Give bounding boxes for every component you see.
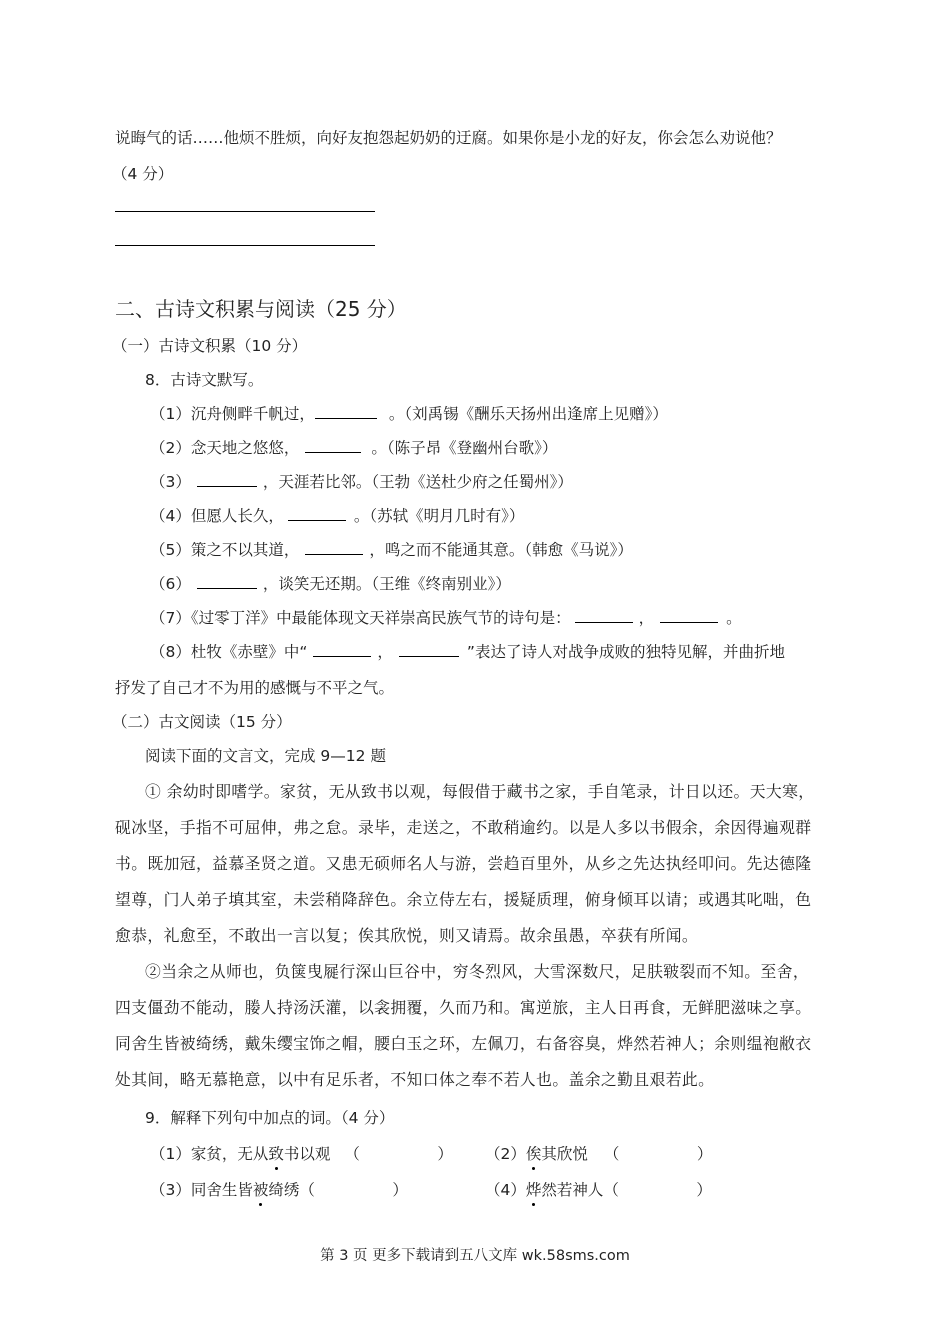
- dotted-char: 被: [252, 1181, 269, 1199]
- q8-item-4: （4）但愿人长久， 。（苏轼《明月几时有》）: [150, 507, 525, 525]
- q8-item-7: （7）《过零丁洋》中最能体现文天祥崇高民族气节的诗句是： ， 。: [150, 609, 742, 627]
- answer-line-2[interactable]: [115, 245, 375, 246]
- q8-item-8: （8）杜牧《赤壁》中“ ， ”表达了诗人对战争成败的独特见解，并曲折地: [150, 643, 785, 661]
- blank-8b[interactable]: [399, 642, 459, 657]
- blank-7b[interactable]: [660, 608, 718, 623]
- blank-7a[interactable]: [575, 608, 633, 623]
- subsection-title-2: （二）古文阅读（15 分）: [112, 713, 292, 731]
- passage-p2-line-3: 同舍生皆被绮绣，戴朱缨宝饰之帽，腰白玉之环，左佩刀，右备容臭，烨然若神人；余则缊袍敝衣: [115, 1034, 812, 1053]
- answer-paren-1[interactable]: （ ）: [344, 1145, 453, 1163]
- dotted-char: 烨: [525, 1181, 542, 1199]
- q9-item-4: （4）烨然若神人（ ）: [485, 1181, 712, 1199]
- q8-item-6: （6） ，谈笑无还期。（王维《终南别业》）: [150, 575, 511, 593]
- q8-item-8-cont: 抒发了自己才不为用的感慨与不平之气。: [115, 679, 395, 697]
- answer-line-1[interactable]: [115, 211, 375, 212]
- question-9-title: 9．解释下列句中加点的词。（4 分）: [145, 1109, 395, 1127]
- blank-1[interactable]: [315, 404, 377, 419]
- answer-paren-3[interactable]: （ ）: [299, 1181, 408, 1199]
- q8-item-3: （3） ，天涯若比邻。（王勃《送杜少府之任蜀州》）: [150, 473, 573, 491]
- passage-p1-line-4: 望尊，门人弟子填其室，未尝稍降辞色。余立侍左右，援疑质理，俯身倾耳以请；或遇其叱咄，色: [115, 890, 812, 909]
- q8-item-5: （5）策之不以其道， ，鸣之而不能通其意。（韩愈《马说》）: [150, 541, 633, 559]
- q9-item-2: （2）俟其欣悦 （ ）: [485, 1145, 713, 1163]
- q9-item-1: （1）家贫，无从致书以观 （ ）: [150, 1145, 453, 1163]
- q9-item-3: （3）同舍生皆被绮绣（ ）: [150, 1181, 408, 1199]
- answer-paren-4[interactable]: （ ）: [603, 1181, 712, 1199]
- dotted-char: 俟: [525, 1145, 542, 1163]
- reading-instruction: 阅读下面的文言文，完成 9—12 题: [145, 747, 386, 765]
- blank-5[interactable]: [305, 540, 363, 555]
- passage-p2-line-2: 四支僵劲不能动，媵人持汤沃灌，以衾拥覆，久而乃和。寓逆旅，主人日再食，无鲜肥滋味之享。: [115, 998, 812, 1017]
- blank-6[interactable]: [197, 574, 257, 589]
- q8-item-2: （2）念天地之悠悠， 。（陈子昂《登幽州台歌》）: [150, 439, 558, 457]
- page-footer: 第 3 页 更多下载请到五八文库 wk.58sms.com: [320, 1248, 630, 1264]
- passage-p1-line-3: 书。既加冠，益慕圣贤之道。又患无硕师名人与游，尝趋百里外，从乡之先达执经叩问。先达德隆: [115, 854, 812, 873]
- answer-paren-2[interactable]: （ ）: [603, 1145, 713, 1163]
- section-title: 二、古诗文积累与阅读（25 分）: [115, 297, 407, 321]
- intro-line-1: 说晦气的话……他烦不胜烦，向好友抱怨起奶奶的迂腐。如果你是小龙的好友，你会怎么劝说他？: [115, 129, 782, 147]
- intro-score: （4 分）: [112, 165, 174, 183]
- blank-3[interactable]: [197, 472, 257, 487]
- blank-8a[interactable]: [313, 642, 371, 657]
- passage-p1-line-1: ① 余幼时即嗜学。家贫，无从致书以观，每假借于藏书之家，手自笔录，计日以还。天大寒，: [145, 782, 815, 801]
- blank-4[interactable]: [288, 506, 346, 521]
- passage-p2-line-4: 处其间，略无慕艳意，以中有足乐者，不知口体之奉不若人也。盖余之勤且艰若此。: [115, 1070, 715, 1089]
- q8-item-1: （1）沉舟侧畔千帆过， 。（刘禹锡《酬乐天扬州出逢席上见赠》）: [150, 405, 668, 423]
- question-8-title: 8．古诗文默写。: [145, 371, 264, 389]
- passage-p1-line-5: 愈恭，礼愈至，不敢出一言以复；俟其欣悦，则又请焉。故余虽愚，卒获有所闻。: [115, 926, 699, 945]
- blank-2[interactable]: [305, 438, 361, 453]
- passage-p2-line-1: ②当余之从师也，负箧曳屣行深山巨谷中，穷冬烈风，大雪深数尺，足肤皲裂而不知。至舍，: [145, 962, 810, 981]
- passage-p1-line-2: 砚冰坚，手指不可屈伸，弗之怠。录毕，走送之，不敢稍逾约。以是人多以书假余，余因得遍观群: [115, 818, 812, 837]
- subsection-title-1: （一）古诗文积累（10 分）: [112, 337, 308, 355]
- dotted-char: 致: [268, 1145, 284, 1163]
